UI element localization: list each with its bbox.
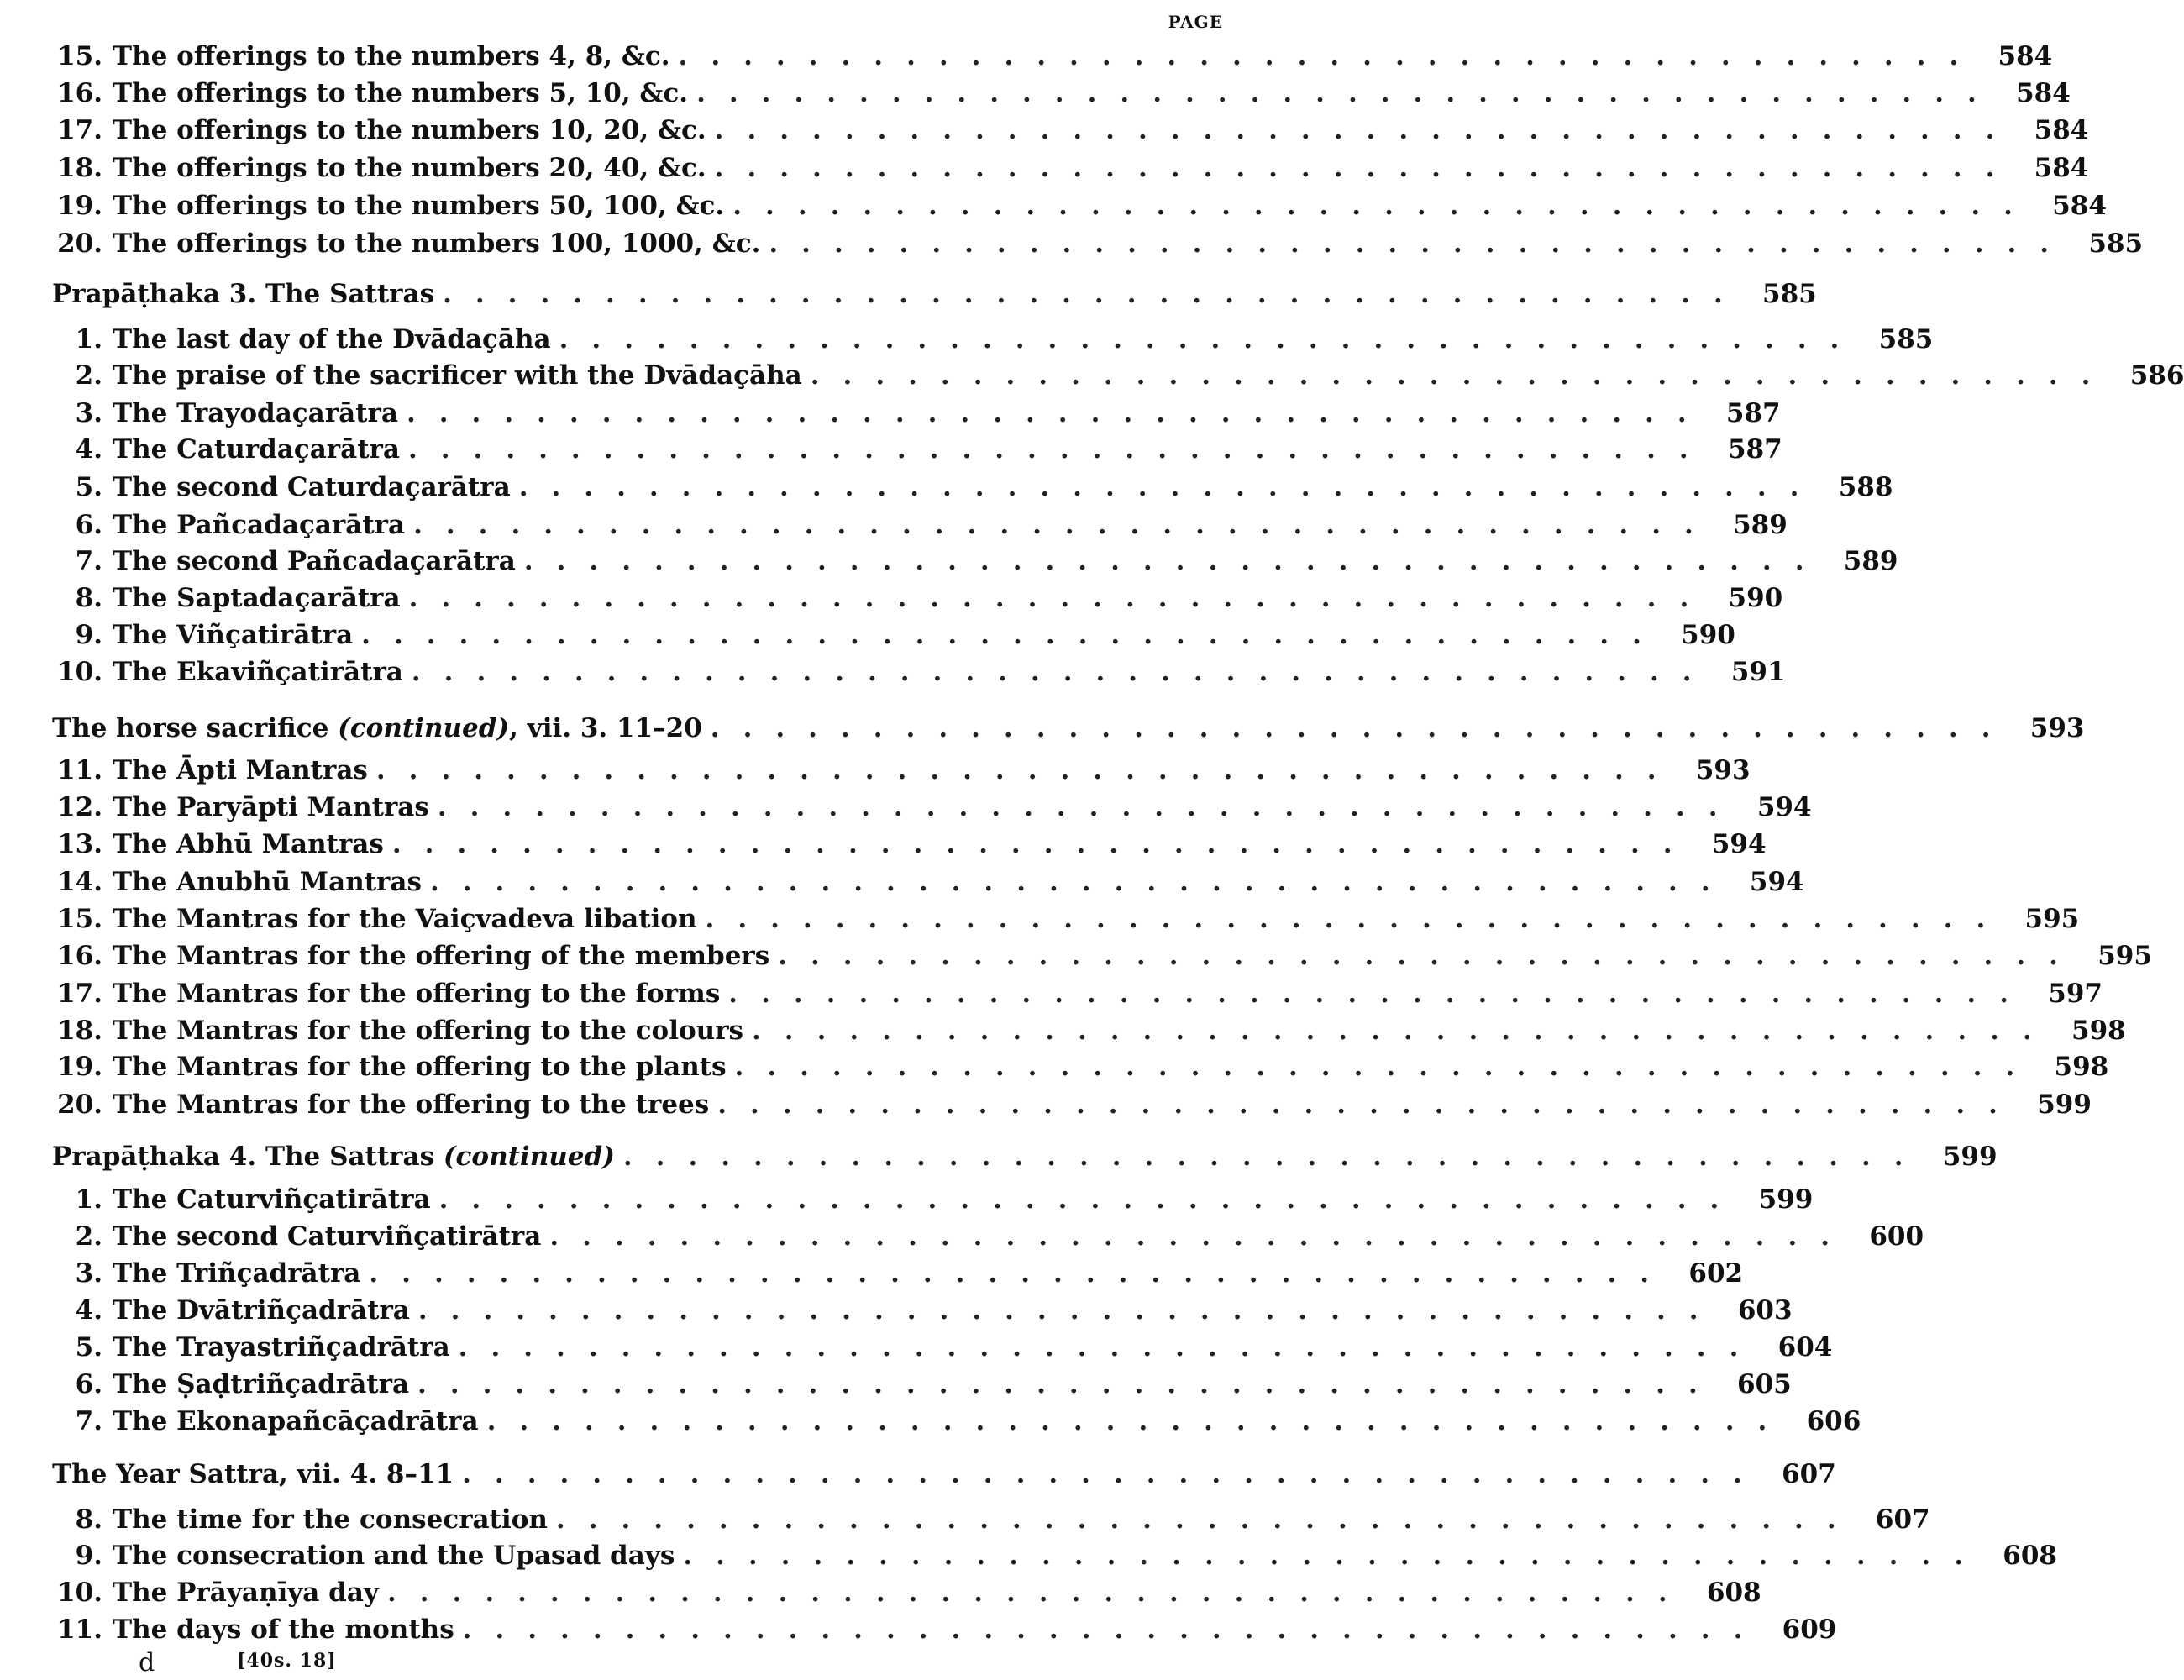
title-text: The offerings to the numbers 100, 1000, &c.	[113, 228, 761, 259]
entry-title	[113, 792, 429, 822]
dot-leader: ........................................	[458, 1332, 1762, 1362]
dot-leader: ........................................	[678, 41, 1982, 71]
dot-leader: ........................................	[437, 792, 1741, 822]
entry-number: 10.	[57, 1578, 102, 1608]
dot-leader: ........................................	[407, 434, 1712, 465]
page-number: 591	[1730, 657, 1786, 687]
dot-leader: ........................................	[391, 829, 1696, 859]
toc-entry	[49, 1404, 1861, 1438]
entry-title	[113, 1221, 541, 1252]
page-number: 594	[1756, 792, 1812, 822]
title-text: The Dvātriñçadrātra	[113, 1295, 410, 1326]
entry-number: 20.	[57, 228, 102, 259]
title-text: The Caturdaçarātra	[113, 434, 400, 465]
dot-leader: ........................................	[734, 1052, 2039, 1082]
entry-title	[113, 1295, 410, 1326]
dot-leader: ........................................	[705, 904, 2009, 934]
page-column-label: PAGE	[1168, 12, 1223, 32]
title-text: The Triñçadrātra	[113, 1258, 361, 1289]
title-text: The consecration and the Upasad days	[113, 1541, 675, 1571]
entry-title	[113, 434, 400, 465]
page-number: 594	[1711, 829, 1767, 859]
page-number: 587	[1727, 434, 1782, 465]
dot-leader: ........................................	[369, 1258, 1673, 1289]
title-text: The praise of the sacrificer with the Dvādaçāha	[113, 360, 802, 391]
title-text: The second Caturviñçatirātra	[113, 1221, 542, 1252]
entry-title	[113, 41, 670, 71]
title-text: Prapāṭhaka 4. The Sattras	[52, 1142, 435, 1172]
toc-entry	[49, 581, 1783, 615]
toc-entry	[49, 396, 1781, 430]
title-text: The Paryāpti Mantras	[113, 792, 429, 822]
entry-title	[113, 755, 368, 785]
entry-number: 5.	[75, 1332, 102, 1362]
dot-leader: ........................................	[717, 1089, 2021, 1120]
page-number: 586	[2129, 360, 2184, 391]
entry-number: 18.	[57, 153, 102, 183]
entry-number: 19.	[57, 1052, 102, 1082]
dot-leader: ........................................	[683, 1541, 1987, 1571]
printer-note: [40s. 18]	[237, 1650, 337, 1672]
section-title	[52, 713, 702, 743]
entry-title	[113, 398, 398, 428]
title-text: The offerings to the numbers 5, 10, &c.	[113, 78, 689, 108]
entry-title	[113, 472, 511, 502]
entry-title	[113, 904, 697, 934]
toc-entry	[49, 1014, 2126, 1047]
entry-number: 8.	[75, 1504, 102, 1535]
title-text: The Mantras for the offering to the colours	[113, 1016, 744, 1046]
toc-entry	[49, 1368, 1792, 1401]
dot-leader: ........................................	[462, 1459, 1766, 1489]
dot-leader: ........................................	[417, 1295, 1722, 1326]
entry-number: 11.	[57, 1614, 102, 1645]
toc-entry	[49, 1050, 2109, 1084]
entry-title	[113, 1089, 709, 1120]
title-text: The Trayastriñçadrātra	[113, 1332, 450, 1362]
toc-entry	[49, 655, 1786, 689]
entry-number: 15.	[57, 41, 102, 71]
dot-leader: ........................................	[549, 1221, 1854, 1252]
entry-title	[113, 1614, 454, 1645]
entry-title	[113, 115, 706, 145]
page-number: 587	[1725, 398, 1781, 428]
entry-number: 6.	[75, 1369, 102, 1399]
dot-leader: ........................................	[714, 153, 2019, 183]
toc-entry	[49, 1503, 1930, 1536]
toc-entry	[49, 902, 2080, 936]
dot-leader: ........................................	[518, 472, 1823, 502]
title-text: The Viñçatirātra	[113, 620, 354, 650]
entry-title	[113, 1184, 431, 1215]
toc-entry	[49, 1613, 1837, 1646]
toc-entry	[49, 1088, 2092, 1121]
entry-title	[113, 979, 720, 1009]
entry-number: 9.	[75, 1541, 102, 1571]
entry-title	[113, 1369, 409, 1399]
entry-number: 15.	[57, 904, 102, 934]
page-number: 594	[1749, 867, 1804, 897]
title-text: The Mantras for the offering of the members	[113, 941, 770, 971]
toc-entry	[49, 977, 2103, 1011]
title-text: The Āpti Mantras	[113, 755, 368, 785]
toc-entry	[49, 1294, 1793, 1327]
toc-entry	[49, 618, 1735, 652]
page-number: 589	[1733, 510, 1788, 540]
title-text: The Mantras for the Vaiçvadeva libation	[113, 904, 697, 934]
dot-leader: ........................................	[375, 755, 1680, 785]
dot-leader: ........................................	[714, 115, 2019, 145]
toc-entry	[49, 508, 1788, 542]
entry-title	[113, 1258, 360, 1289]
toc-entry	[49, 827, 1767, 861]
entry-title	[113, 1016, 743, 1046]
toc-entry	[49, 39, 2053, 73]
page-number: 593	[1695, 755, 1751, 785]
toc-entry	[49, 939, 2152, 973]
page-number: 598	[2054, 1052, 2109, 1082]
dot-leader: ........................................	[810, 360, 2114, 391]
title-text: The Trayodaçarātra	[113, 398, 398, 428]
title-text: The Abhū Mantras	[113, 829, 384, 859]
entry-title	[113, 1332, 450, 1362]
entry-title	[113, 1504, 548, 1535]
entry-title	[113, 1406, 479, 1436]
entry-number: 2.	[75, 360, 102, 391]
dot-leader: ........................................	[696, 78, 2000, 108]
entry-number: 6.	[75, 510, 102, 540]
entry-title	[113, 153, 706, 183]
toc-entry	[49, 151, 2089, 185]
dot-leader: ........................................	[361, 620, 1665, 650]
title-italic: (continued)	[443, 1142, 615, 1172]
page-number: 584	[2016, 78, 2071, 108]
entry-title	[113, 546, 516, 576]
toc-entry	[49, 359, 2184, 392]
entry-number: 8.	[75, 583, 102, 613]
entry-title	[113, 360, 802, 391]
dot-leader: ........................................	[555, 1504, 1860, 1535]
entry-number: 12.	[57, 792, 102, 822]
dot-leader: ........................................	[417, 1369, 1721, 1399]
title-text: The offerings to the numbers 10, 20, &c.	[113, 115, 706, 145]
title-text: The second Caturdaçarātra	[113, 472, 511, 502]
dot-leader: ........................................	[462, 1614, 1767, 1645]
dot-leader: ........................................	[443, 279, 1746, 309]
title-text: The offerings to the numbers 50, 100, &c.	[113, 191, 725, 221]
dot-leader: ........................................	[408, 583, 1713, 613]
title-text: The Pañcadaçarātra	[113, 510, 406, 540]
dot-leader: ........................................	[559, 324, 1863, 354]
page-number: 585	[2088, 228, 2144, 259]
dot-leader: ........................................	[769, 228, 2073, 259]
title-text: The Ekonapañcāçadrātra	[113, 1406, 479, 1436]
entry-number: 3.	[75, 1258, 102, 1289]
page-number: 585	[1762, 279, 1817, 309]
toc-entry	[49, 189, 2107, 223]
entry-number: 4.	[75, 434, 102, 465]
entry-number: 1.	[75, 324, 102, 354]
entry-title	[113, 583, 401, 613]
page-number: 593	[2029, 713, 2085, 743]
page-number: 604	[1777, 1332, 1833, 1362]
entry-title	[113, 941, 769, 971]
dot-leader: ........................................	[752, 1016, 2055, 1046]
entry-title	[113, 78, 688, 108]
section-title	[52, 1142, 615, 1172]
title-text: The Mantras for the offering to the trees	[113, 1089, 710, 1120]
toc-entry	[49, 227, 2144, 260]
page-number: 599	[2037, 1089, 2092, 1120]
page-number: 607	[1782, 1459, 1836, 1489]
toc-entry	[49, 1539, 2057, 1572]
entry-title	[113, 324, 551, 354]
entry-number: 2.	[75, 1221, 102, 1252]
dot-leader: ........................................	[438, 1184, 1743, 1215]
dot-leader: ........................................	[429, 867, 1734, 897]
entry-number: 7.	[75, 1406, 102, 1436]
toc-entry	[49, 470, 1893, 504]
page-number: 603	[1737, 1295, 1793, 1326]
toc-section-heading	[49, 1140, 1998, 1173]
toc-entry	[49, 1220, 1924, 1253]
entry-number: 3.	[75, 398, 102, 428]
page-number: 607	[1875, 1504, 1930, 1535]
title-text: The Caturviñçatirātra	[113, 1184, 431, 1215]
title-text: The second Pañcadaçarātra	[113, 546, 516, 576]
page-number: 584	[1998, 41, 2053, 71]
entry-number: 9.	[75, 620, 102, 650]
entry-number: 14.	[57, 867, 102, 897]
page-number: 584	[2034, 115, 2089, 145]
title-text: The horse sacrifice	[52, 713, 329, 743]
title-text: Prapāṭhaka 3. The Sattras	[52, 279, 435, 309]
page-number: 600	[1869, 1221, 1924, 1252]
page-number: 608	[1706, 1578, 1761, 1608]
entry-number: 11.	[57, 755, 102, 785]
signature-mark: d	[139, 1648, 155, 1677]
section-title	[52, 279, 434, 309]
page-number: 589	[1843, 546, 1898, 576]
entry-title	[113, 1052, 727, 1082]
entry-number: 13.	[57, 829, 102, 859]
entry-number: 1.	[75, 1184, 102, 1215]
dot-leader: ........................................	[728, 979, 2032, 1009]
entry-title	[113, 657, 403, 687]
page-number: 605	[1737, 1369, 1792, 1399]
title-text: The Year Sattra, vii. 4. 8–11	[52, 1459, 454, 1489]
title-text: The time for the consecration	[113, 1504, 548, 1535]
entry-title	[113, 510, 405, 540]
page-number: 595	[2024, 904, 2080, 934]
page-number: 584	[2034, 153, 2089, 183]
entry-number: 17.	[57, 115, 102, 145]
toc-entry	[49, 790, 1812, 824]
title-text: The Saptadaçarātra	[113, 583, 401, 613]
page-number: 597	[2048, 979, 2103, 1009]
dot-leader: ........................................	[486, 1406, 1791, 1436]
entry-number: 7.	[75, 546, 102, 576]
toc-entry	[49, 76, 2071, 110]
page-number: 608	[2003, 1541, 2057, 1571]
page-number: 599	[1942, 1142, 1998, 1172]
dot-leader: ........................................	[386, 1578, 1691, 1608]
dot-leader: ........................................	[778, 941, 2082, 971]
title-text: The Ṣaḍtriñçadrātra	[113, 1369, 410, 1399]
page-number: 588	[1838, 472, 1893, 502]
title-text: The Prāyaṇīya day	[113, 1578, 379, 1608]
entry-title	[113, 1578, 379, 1608]
toc-entry	[49, 1576, 1761, 1609]
title-text: The Mantras for the offering to the plants	[113, 1052, 727, 1082]
page-number: 590	[1728, 583, 1783, 613]
page-number: 598	[2071, 1016, 2126, 1046]
dot-leader: ........................................	[406, 398, 1710, 428]
entry-number: 19.	[57, 191, 102, 221]
toc-section-heading	[49, 277, 1817, 311]
toc-entry	[49, 323, 1934, 356]
title-text: The Anubhū Mantras	[113, 867, 422, 897]
title-text: The Mantras for the offering to the forms	[113, 979, 721, 1009]
page-number: 584	[2052, 191, 2107, 221]
entry-title	[113, 1541, 675, 1571]
title-text: The days of the months	[113, 1614, 454, 1645]
page-number: 585	[1878, 324, 1934, 354]
page-number: 590	[1681, 620, 1735, 650]
entry-title	[113, 867, 422, 897]
entry-title	[113, 228, 760, 259]
title-text: The offerings to the numbers 20, 40, &c.	[113, 153, 706, 183]
section-title	[52, 1459, 454, 1489]
entry-number: 16.	[57, 941, 102, 971]
entry-title	[113, 829, 384, 859]
toc-entry	[49, 865, 1804, 899]
entry-number: 17.	[57, 979, 102, 1009]
page-number: 595	[2097, 941, 2152, 971]
dot-leader: ........................................	[732, 191, 2036, 221]
title-text: The offerings to the numbers 4, 8, &c.	[113, 41, 670, 71]
entry-number: 18.	[57, 1016, 102, 1046]
dot-leader: ........................................	[710, 713, 2014, 743]
page-number: 602	[1688, 1258, 1744, 1289]
toc-entry	[49, 753, 1751, 787]
title-text: The last day of the Dvādaçāha	[113, 324, 551, 354]
dot-leader: ........................................	[413, 510, 1717, 540]
dot-leader: ........................................	[523, 546, 1828, 576]
page-number: 609	[1782, 1614, 1837, 1645]
entry-number: 16.	[57, 78, 102, 108]
toc-entry	[49, 113, 2089, 147]
entry-number: 20.	[57, 1089, 102, 1120]
entry-title	[113, 620, 353, 650]
dot-leader: ........................................	[411, 657, 1715, 687]
page-number: 606	[1806, 1406, 1861, 1436]
entry-number: 5.	[75, 472, 102, 502]
title-text: The Ekaviñçatirātra	[113, 657, 403, 687]
title-italic: (continued)	[338, 713, 510, 743]
toc-section-heading	[49, 1457, 1836, 1491]
toc-entry	[49, 1183, 1814, 1216]
toc-entry	[49, 433, 1782, 466]
entry-title	[113, 191, 724, 221]
toc-entry	[49, 544, 1898, 578]
toc-entry	[49, 1257, 1744, 1290]
title-rest: , vii. 3. 11–20	[509, 713, 702, 743]
page-number: 599	[1758, 1184, 1814, 1215]
toc-section-heading	[49, 711, 2085, 745]
dot-leader: ........................................	[622, 1142, 1927, 1172]
entry-number: 10.	[57, 657, 102, 687]
entry-number: 4.	[75, 1295, 102, 1326]
toc-entry	[49, 1331, 1833, 1364]
